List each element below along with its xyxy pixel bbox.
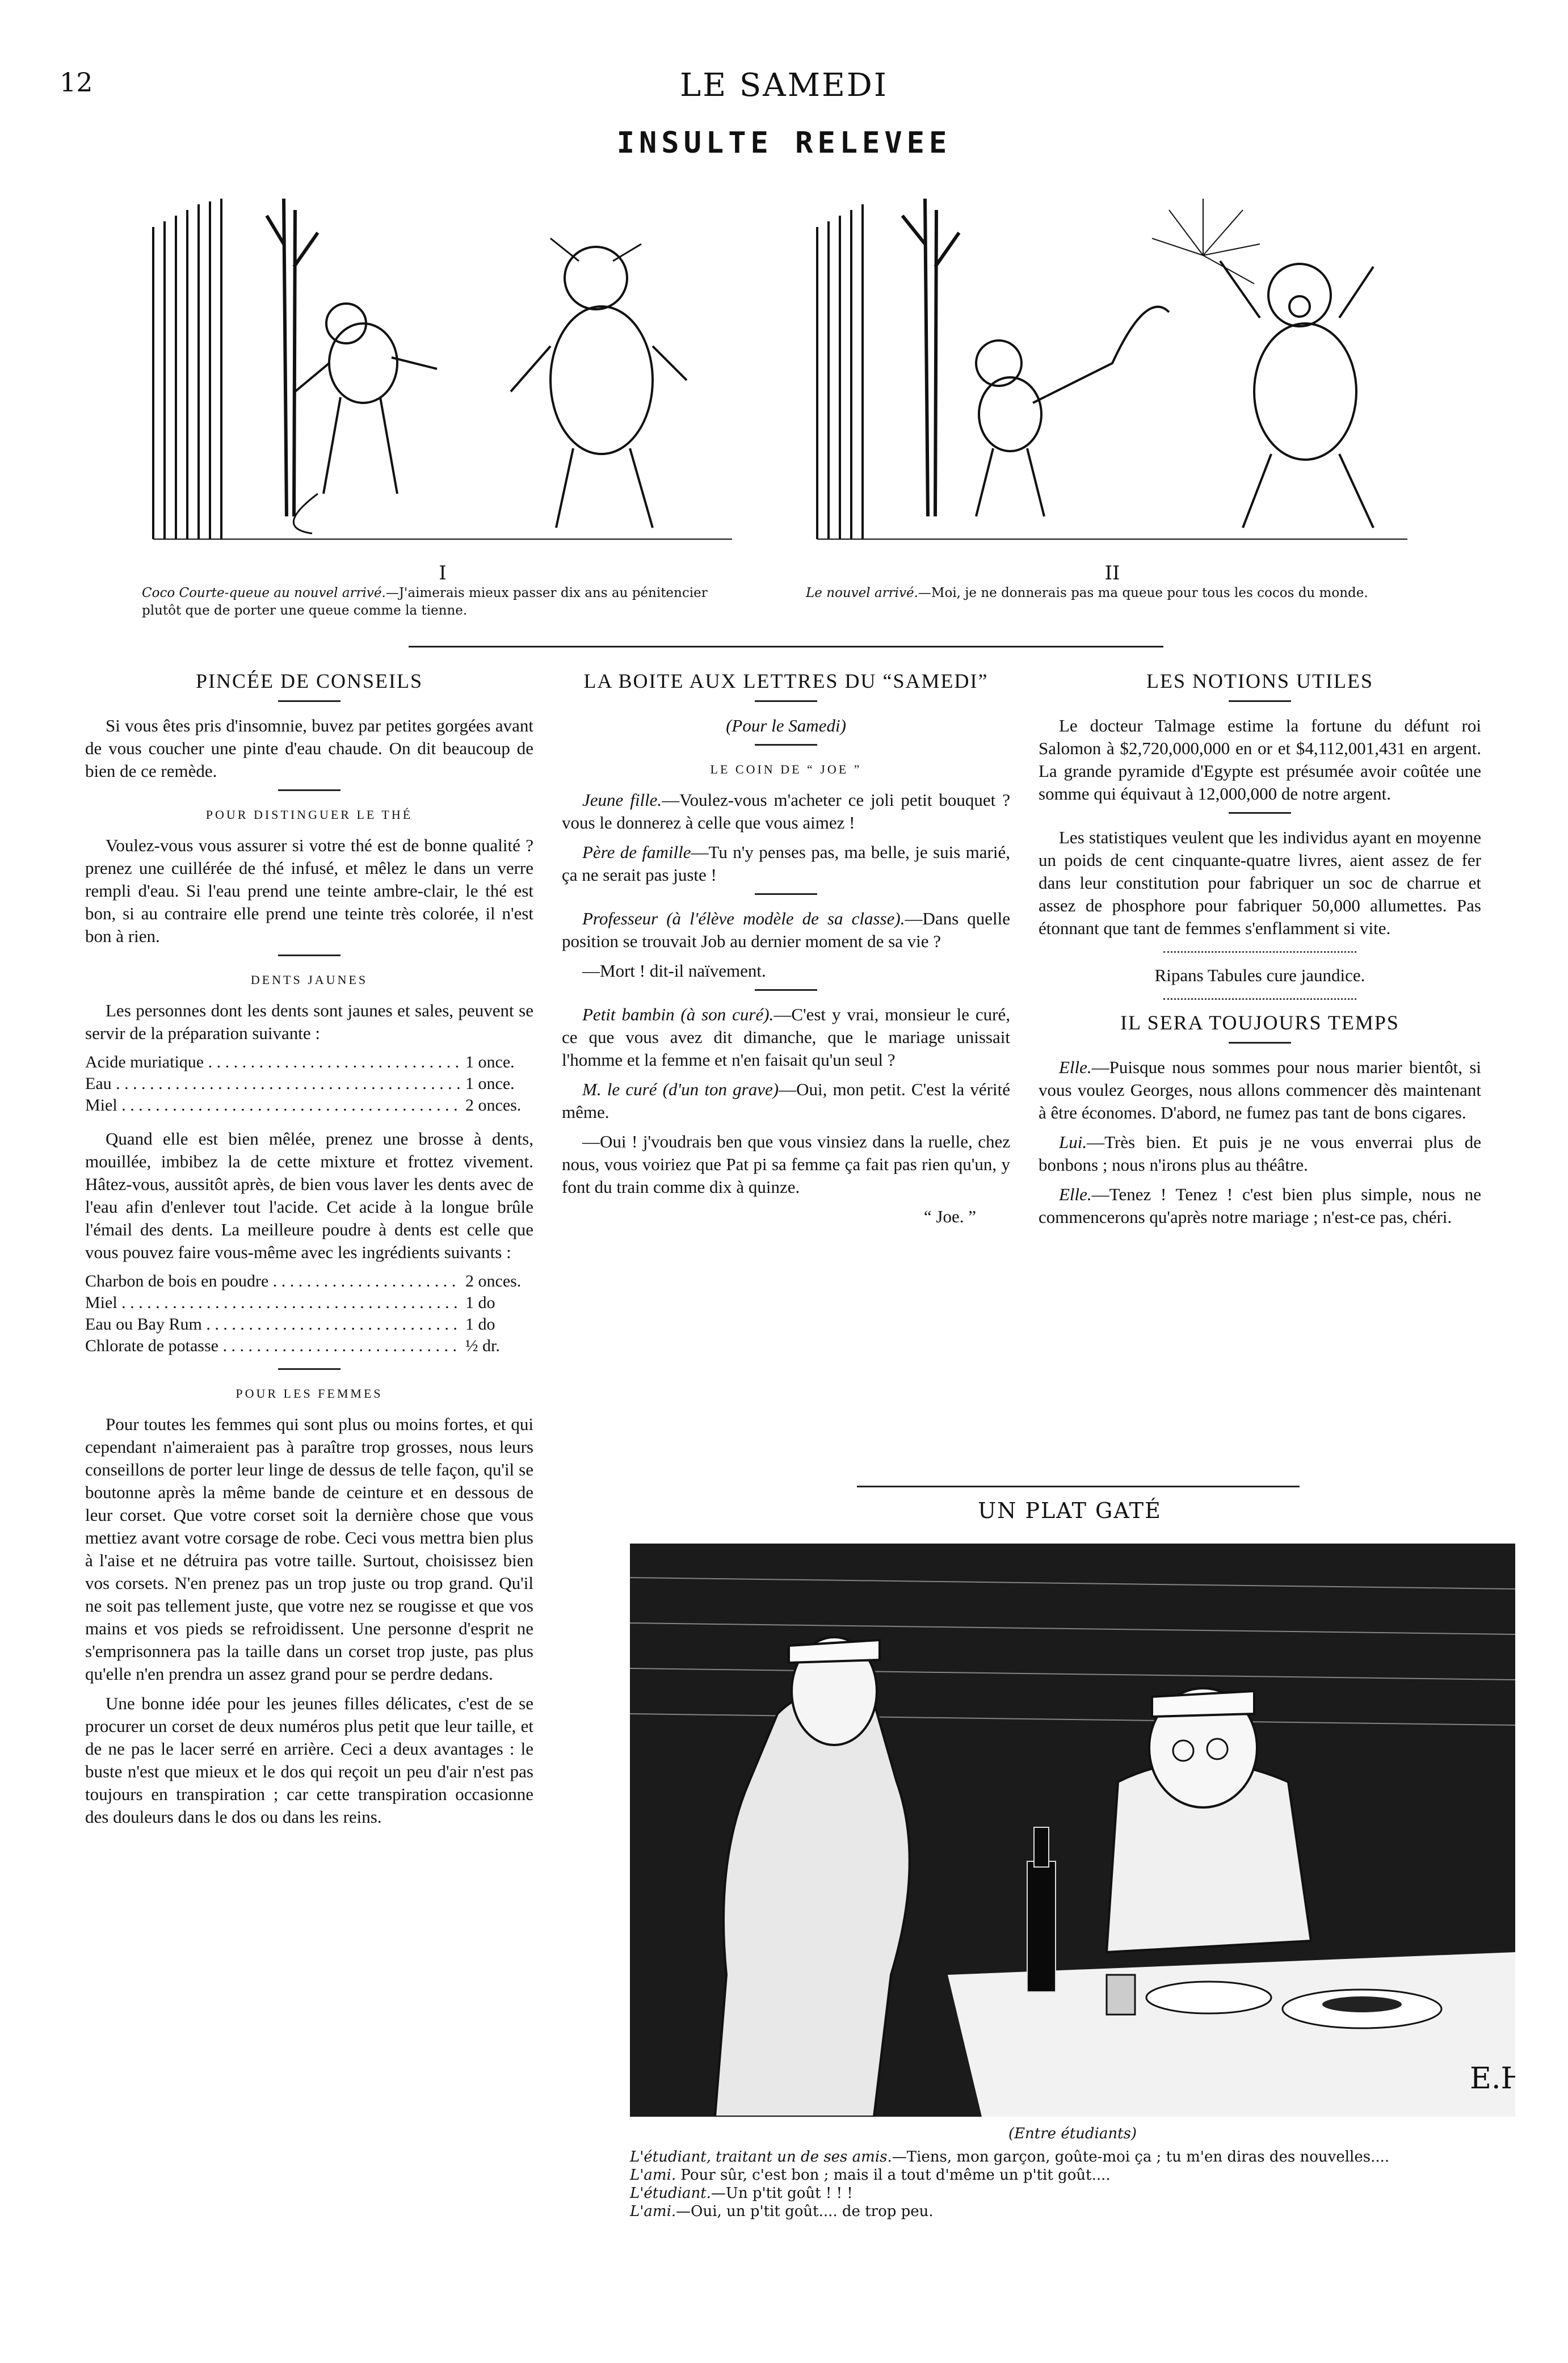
divider bbox=[278, 700, 340, 702]
recipe-line: Eau . . . 1 once. bbox=[85, 1073, 533, 1095]
coin-joe-subheading: LE COIN DE “ JOE ” bbox=[710, 762, 862, 776]
the-subheading: POUR DISTINGUER LE THÉ bbox=[205, 808, 413, 822]
recipe-line: Eau ou Bay Rum . . . 1 do bbox=[85, 1314, 533, 1335]
joke-cure: M. le curé (d'un ton grave)—Oui, mon petit. C'est la vérité même. bbox=[562, 1079, 1010, 1122]
plat-gate-subcaption: (Entre étudiants) bbox=[1008, 2125, 1137, 2142]
divider bbox=[278, 1368, 340, 1370]
monkeys-panel-1-drawing bbox=[142, 176, 743, 550]
panel-1-speaker: Coco Courte-queue au nouvel arrivé. bbox=[142, 586, 386, 600]
dotted-divider bbox=[1163, 998, 1356, 1000]
salomon-paragraph: Le docteur Talmage estime la fortune du défunt roi Salomon à $2,720,000,000 en or et $4,112,001,431 en argent. La grande pyramide d'Egypte est présumée avoir coûtée une somme qui équivaut à 12,000,000 de notre argent. bbox=[1039, 716, 1481, 804]
cartoon-panel-2 bbox=[806, 176, 1419, 550]
joke-professeur: Professeur (à l'élève modèle de sa classe).—Dans quelle position se trouvait Job au dernier moment de sa vie ? bbox=[562, 909, 1010, 951]
divider bbox=[1229, 700, 1291, 702]
joke-petit-bambin: Petit bambin (à son curé).—C'est y vrai, monsieur le curé, ce que vous avez dit dimanche, que le mariage unissait l'homme et la femme et n'en faisait qu'un seul ? bbox=[562, 1004, 1010, 1070]
cartoon-title: INSULTE RELEVEE bbox=[616, 126, 952, 160]
monkeys-panel-2-drawing bbox=[806, 176, 1419, 550]
joke-mort: —Mort ! dit-il naïvement. bbox=[582, 961, 766, 981]
dents-paragraph: Les personnes dont les dents sont jaunes et sales, peuvent se servir de la préparation suivante : bbox=[85, 1000, 533, 1043]
recipe-line: Acide muriatique . . . 1 once. bbox=[85, 1052, 533, 1073]
recipe-line: Miel . . . 1 do bbox=[85, 1292, 533, 1314]
divider bbox=[755, 744, 817, 746]
divider bbox=[755, 700, 817, 702]
monogram: E.H bbox=[1470, 2062, 1515, 2096]
students-at-table-drawing bbox=[630, 1544, 1515, 2117]
dialogue-line: L'étudiant.—Un p'tit goût ! ! ! bbox=[630, 2185, 853, 2202]
femmes-subheading: POUR LES FEMMES bbox=[236, 1386, 383, 1401]
masthead-title: LE SAMEDI bbox=[680, 67, 888, 104]
boite-heading: LA BOITE AUX LETTRES DU “SAMEDI” bbox=[583, 670, 989, 692]
ripans-ad: Ripans Tabules cure jaundice. bbox=[1154, 965, 1365, 985]
joke-jeune-fille: Jeune fille.—Voulez-vous m'acheter ce joli petit bouquet ? vous le donnerez à celle que vous aimez ! bbox=[562, 790, 1010, 832]
dialogue-line: L'ami. Pour sûr, c'est bon ; mais il a tout d'même un p'tit goût.... bbox=[630, 2167, 1111, 2184]
cartoon-panel-1 bbox=[142, 176, 743, 550]
femmes-paragraph-2: Une bonne idée pour les jeunes filles délicates, c'est de se procurer un corset de deux numéros plus petit que leur taille, et de ne pas le lacer serré en arrière. Ceci a deux avantages : le buste n'est que mieux et le dos qui reçoit un peu d'air n'est pas toujours en transpiration ; car cette transpiration occasionne des douleurs dans le dos ou dans les reins. bbox=[85, 1693, 533, 1827]
panel-2-numeral: II bbox=[1104, 562, 1120, 585]
cartoon-divider bbox=[409, 646, 1163, 647]
dents-subheading: DENTS JAUNES bbox=[250, 973, 368, 987]
recipe-list-1 bbox=[85, 1052, 533, 1116]
joe-signature: “ Joe. ” bbox=[923, 1206, 976, 1226]
illustration-divider bbox=[857, 1486, 1300, 1487]
dialogue-lui: Lui.—Très bien. Et puis je ne vous enverrai plus de bonbons ; nous n'irons plus au théâtre. bbox=[1039, 1132, 1481, 1175]
femmes-paragraph-1: Pour toutes les femmes qui sont plus ou moins fortes, et qui cependant n'aimeraient pas à paraître trop grosses, nous leurs conseillons de porter leur linge de dessus de telle façon, qu'il se boutonne après la même bande de ceinture et en dessous de leur corset. Que votre corset soit la dernière chose que vous mettiez avant votre corsage de robe. Ceci vous mettra bien plus à l'aise et ne détruira pas votre taille. Surtout, choisissez bien vos corsets. N'en prenez pas un trop juste ou trop grand. Qu'il ne soit pas tellement juste, que votre nez se rougisse et que vos mains et vos pieds se refroidissent. Une personne d'esprit ne s'emprisonnera pas la taille dans un corset trop juste, pas plus qu'elle n'en prendra un assez grand pour se perdre dedans. bbox=[85, 1414, 533, 1684]
plat-gate-title: UN PLAT GATÉ bbox=[978, 1498, 1162, 1523]
notions-heading: LES NOTIONS UTILES bbox=[1146, 670, 1373, 692]
dialogue-elle-2: Elle.—Tenez ! Tenez ! c'est bien plus simple, nous ne commencerons qu'après notre mariage ; n'est-ce pas, chéri. bbox=[1039, 1184, 1481, 1227]
dialogue-line: L'ami.—Oui, un p'tit goût.... de trop peu. bbox=[630, 2203, 934, 2220]
recipe-list-2 bbox=[85, 1271, 533, 1357]
insomnie-paragraph: Si vous êtes pris d'insomnie, buvez par petites gorgées avant de vous coucher une pinte d'eau chaude. On dit beaucoup de bien de ce remède. bbox=[85, 716, 533, 781]
panel-1-caption bbox=[142, 585, 743, 620]
panel-2-speaker: Le nouvel arrivé. bbox=[806, 586, 918, 600]
column-notions-utiles bbox=[1039, 670, 1481, 1235]
page-number: 12 bbox=[60, 67, 93, 98]
conseils-heading: PINCÉE DE CONSEILS bbox=[195, 670, 423, 692]
recipe-line: Miel . . . 2 onces. bbox=[85, 1095, 533, 1116]
divider bbox=[278, 955, 340, 956]
dialogue-elle-1: Elle.—Puisque nous sommes pour nous marier bientôt, si vous voulez Georges, nous allons commencer dès maintenant à être économes. D'abord, ne fumez pas tant de bons cigares. bbox=[1039, 1057, 1481, 1122]
dotted-divider bbox=[1163, 951, 1356, 953]
divider bbox=[278, 789, 340, 791]
students-illustration bbox=[630, 1544, 1515, 2117]
panel-1-numeral: I bbox=[439, 562, 447, 585]
divider bbox=[1229, 812, 1291, 814]
recipe-line: Chlorate de potasse . . . ½ dr. bbox=[85, 1335, 533, 1357]
dialogue-line: L'étudiant, traitant un de ses amis.—Tiens, mon garçon, goûte-moi ça ; tu m'en diras des nouvelles.... bbox=[630, 2148, 1390, 2166]
panel-1-text: —J'aimerais mieux passer dix ans au pénitencier plutôt que de porter une queue comme la tienne. bbox=[142, 586, 708, 618]
panel-2-text: —Moi, je ne donnerais pas ma queue pour tous les cocos du monde. bbox=[918, 586, 1368, 600]
plat-gate-dialogue bbox=[630, 2148, 1515, 2221]
byline: (Pour le Samedi) bbox=[726, 716, 846, 735]
the-paragraph: Voulez-vous vous assurer si votre thé est de bonne qualité ? prenez une cuillérée de thé infusé, et mêlez le dans un verre rempli d'eau. Si l'eau prend une teinte ambre-clair, le thé est bon, si au contraire elle prend une teinte très colorée, il n'est bon à rien. bbox=[85, 835, 533, 946]
column-conseils bbox=[85, 670, 533, 1835]
joke-ruelle: —Oui ! j'voudrais ben que vous vinsiez dans la ruelle, chez nous, vous voiriez que Pat pi sa femme ça fait pas rien qu'un, y font du train comme dix à quinze. bbox=[562, 1132, 1010, 1197]
recipe-line: Charbon de bois en poudre . . . 2 onces. bbox=[85, 1271, 533, 1292]
divider bbox=[755, 989, 817, 991]
column-boite-aux-lettres bbox=[562, 670, 1010, 1235]
joke-pere-de-famille: Père de famille—Tu n'y penses pas, ma belle, je suis marié, ça ne serait pas juste ! bbox=[562, 842, 1010, 885]
dents-paragraph-2: Quand elle est bien mêlée, prenez une brosse à dents, mouillée, imbibez la de cette mixture et frottez vivement. Hâtez-vous, aussitôt après, de bien vous laver les dents avec de l'eau afin d'enlever tout l'acide. Cet acide à la longue brûle l'émail des dents. La meilleure poudre à dents est celle que vous pouvez faire vous-même avec les ingrédients suivants : bbox=[85, 1129, 533, 1262]
divider bbox=[755, 893, 817, 895]
divider bbox=[1229, 1042, 1291, 1044]
statistiques-paragraph: Les statistiques veulent que les individus ayant en moyenne un poids de cent cinquante-quatre livres, aient assez de fer dans leur constitution pour fabriquer un soc de charrue et assez de phosphore pour fabriquer 50,000 allumettes. Pas étonnant que tant de femmes s'enflamment si vite. bbox=[1039, 827, 1481, 938]
panel-2-caption bbox=[806, 585, 1419, 602]
toujours-temps-heading: IL SERA TOUJOURS TEMPS bbox=[1120, 1011, 1399, 1034]
